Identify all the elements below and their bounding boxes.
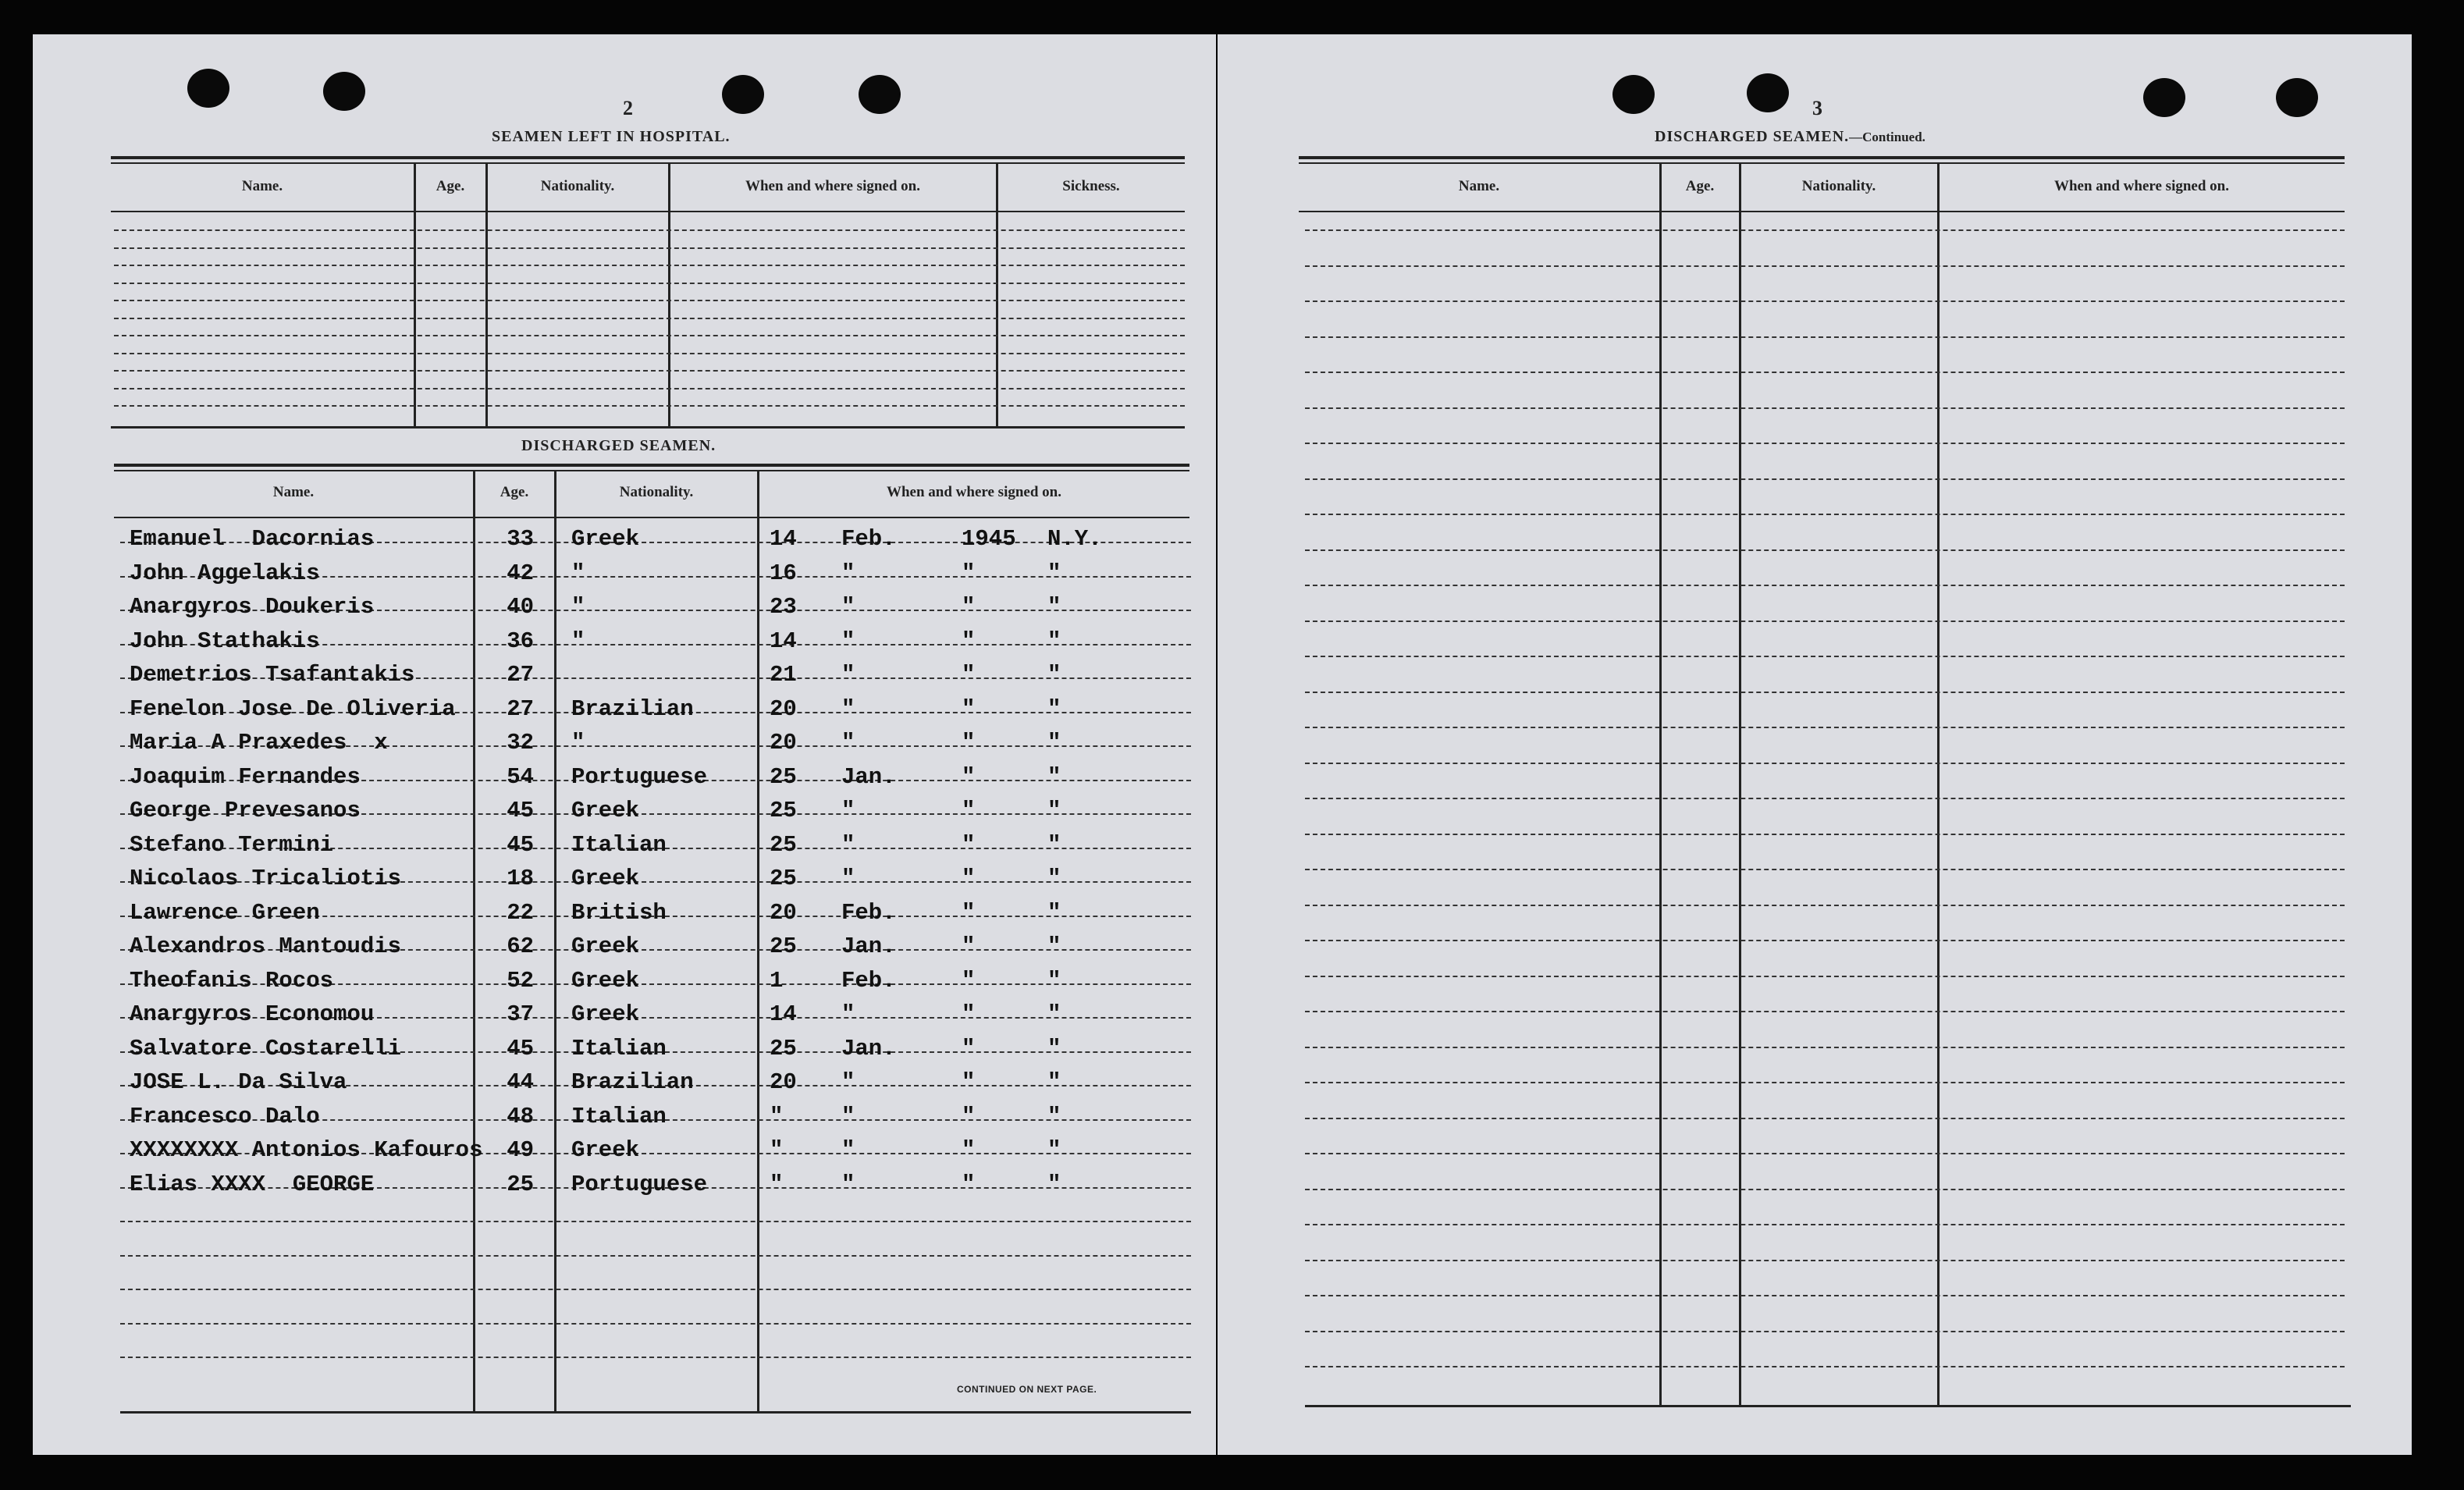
signed-on-month: " bbox=[841, 594, 855, 620]
row-line bbox=[1305, 692, 2345, 693]
signed-on-year: " bbox=[962, 1069, 976, 1095]
signed-on-place: N.Y. bbox=[1047, 526, 1102, 552]
hospital-col-name: Name. bbox=[241, 178, 283, 194]
signed-on-month: " bbox=[841, 695, 855, 722]
rule bbox=[1299, 211, 2345, 212]
rule bbox=[111, 426, 1185, 429]
signed-on-day: 21 bbox=[770, 662, 797, 688]
signed-on-place: " bbox=[1047, 1171, 1061, 1197]
signed-on-day: 20 bbox=[770, 730, 797, 756]
seaman-age: 42 bbox=[507, 560, 534, 586]
signed-on-year: " bbox=[962, 594, 976, 620]
seaman-name: John Stathakis bbox=[130, 628, 320, 654]
seaman-nationality: Greek bbox=[571, 933, 640, 959]
row-line bbox=[114, 318, 1185, 319]
hospital-section-title: SEAMEN LEFT IN HOSPITAL. bbox=[492, 128, 731, 145]
seaman-name: Francesco Dalo bbox=[130, 1103, 320, 1129]
row-line bbox=[120, 1221, 1191, 1222]
seaman-name: George Prevesanos bbox=[130, 798, 361, 823]
row-line bbox=[1305, 1011, 2345, 1012]
seaman-nationality: Greek bbox=[571, 526, 640, 552]
signed-on-place: " bbox=[1047, 730, 1061, 756]
signed-on-place: " bbox=[1047, 560, 1061, 586]
signed-on-place: " bbox=[1047, 763, 1061, 790]
signed-on-day: " bbox=[770, 1137, 784, 1163]
seaman-nationality: " bbox=[571, 560, 585, 586]
hospital-col-age: Age. bbox=[436, 178, 465, 194]
seaman-nationality: Greek bbox=[571, 967, 640, 994]
seaman-nationality: Italian bbox=[571, 1035, 667, 1061]
discharged-col-name: Name. bbox=[272, 484, 315, 500]
signed-on-place: " bbox=[1047, 662, 1061, 688]
signed-on-month: " bbox=[841, 798, 855, 823]
row-line bbox=[1305, 443, 2345, 444]
seaman-name: Maria A Praxedes x bbox=[130, 730, 388, 756]
row-line bbox=[1305, 656, 2345, 657]
signed-on-year: " bbox=[962, 695, 976, 722]
seaman-name: Fenelon Jose De Oliveria bbox=[130, 695, 456, 722]
column-divider bbox=[473, 471, 475, 1411]
seaman-nationality: Greek bbox=[571, 1137, 640, 1163]
row-line bbox=[1305, 549, 2345, 551]
row-line bbox=[1305, 834, 2345, 835]
title-continued: —Continued. bbox=[1849, 130, 1925, 144]
signed-on-month: " bbox=[841, 831, 855, 858]
seaman-nationality: Italian bbox=[571, 831, 667, 858]
signed-on-day: " bbox=[770, 1171, 784, 1197]
seaman-age: 27 bbox=[507, 662, 534, 688]
seaman-age: 33 bbox=[507, 526, 534, 552]
row-line bbox=[1305, 1082, 2345, 1083]
signed-on-place: " bbox=[1047, 866, 1061, 891]
signed-on-day: 25 bbox=[770, 763, 797, 790]
rule bbox=[120, 1411, 1191, 1414]
row-line bbox=[120, 1255, 1191, 1257]
seaman-age: 32 bbox=[507, 730, 534, 756]
signed-on-day: 25 bbox=[770, 1035, 797, 1061]
row-line bbox=[1305, 869, 2345, 870]
row-line bbox=[1305, 478, 2345, 480]
row-line bbox=[114, 229, 1185, 231]
rule bbox=[111, 162, 1185, 164]
signed-on-year: " bbox=[962, 899, 976, 926]
seaman-age: 18 bbox=[507, 866, 534, 891]
signed-on-year: " bbox=[962, 730, 976, 756]
seaman-age: 27 bbox=[507, 695, 534, 722]
signed-on-month: Jan. bbox=[841, 1035, 896, 1061]
row-line bbox=[114, 265, 1185, 266]
discharged-col-nationality: Nationality. bbox=[619, 484, 694, 500]
signed-on-day: 25 bbox=[770, 831, 797, 858]
signed-on-day: 25 bbox=[770, 933, 797, 959]
row-line bbox=[1305, 1366, 2345, 1367]
signed-on-year: " bbox=[962, 1103, 976, 1129]
seaman-nationality: Brazilian bbox=[571, 695, 694, 722]
row-line bbox=[1305, 229, 2345, 231]
signed-on-month: " bbox=[841, 1137, 855, 1163]
row-line bbox=[1305, 1224, 2345, 1225]
seaman-age: 45 bbox=[507, 1035, 534, 1061]
signed-on-month: Feb. bbox=[841, 899, 896, 926]
seaman-name: XXXXXXXX Antonios Kafouros bbox=[130, 1137, 483, 1163]
signed-on-day: 14 bbox=[770, 1001, 797, 1027]
discharged-col-signed-on: When and where signed on. bbox=[886, 484, 1061, 500]
signed-on-month: " bbox=[841, 628, 855, 654]
signed-on-month: " bbox=[841, 1001, 855, 1027]
row-line bbox=[114, 335, 1185, 336]
row-line bbox=[1305, 1047, 2345, 1048]
signed-on-year: " bbox=[962, 1035, 976, 1061]
row-line bbox=[1305, 1153, 2345, 1154]
right-col-age: Age. bbox=[1685, 178, 1715, 194]
signed-on-place: " bbox=[1047, 798, 1061, 823]
seaman-nationality: Portuguese bbox=[571, 763, 708, 790]
seaman-name: John Aggelakis bbox=[130, 560, 320, 586]
signed-on-place: " bbox=[1047, 1001, 1061, 1027]
signed-on-month: Jan. bbox=[841, 763, 896, 790]
column-divider bbox=[1937, 164, 1940, 1405]
seaman-age: 37 bbox=[507, 1001, 534, 1027]
signed-on-month: " bbox=[841, 1069, 855, 1095]
row-line bbox=[114, 300, 1185, 301]
seaman-age: 45 bbox=[507, 798, 534, 823]
seaman-name: Anargyros Economou bbox=[130, 1001, 375, 1027]
signed-on-place: " bbox=[1047, 594, 1061, 620]
signed-on-year: 1945 bbox=[962, 526, 1016, 552]
seaman-nationality: " bbox=[571, 628, 585, 654]
row-line bbox=[114, 370, 1185, 372]
row-line bbox=[114, 405, 1185, 407]
rule bbox=[111, 211, 1185, 212]
signed-on-month: Jan. bbox=[841, 933, 896, 959]
seaman-name: Anargyros Doukeris bbox=[130, 594, 375, 620]
signed-on-year: " bbox=[962, 662, 976, 688]
row-line bbox=[114, 247, 1185, 249]
seaman-age: 25 bbox=[507, 1171, 534, 1197]
page-number: 3 bbox=[1812, 97, 1822, 119]
seaman-name: JOSE L. Da Silva bbox=[130, 1069, 347, 1095]
signed-on-year: " bbox=[962, 967, 976, 994]
signed-on-place: " bbox=[1047, 967, 1061, 994]
rule bbox=[114, 470, 1189, 471]
seaman-name: Alexandros Mantoudis bbox=[130, 933, 402, 959]
signed-on-month: " bbox=[841, 662, 855, 688]
seaman-nationality: Portuguese bbox=[571, 1171, 708, 1197]
seaman-age: 36 bbox=[507, 628, 534, 654]
page-number: 2 bbox=[623, 97, 633, 119]
seaman-name: Lawrence Green bbox=[130, 899, 320, 926]
punch-hole-icon bbox=[323, 72, 365, 111]
seaman-nationality: Greek bbox=[571, 798, 640, 823]
signed-on-day: 1 bbox=[770, 967, 784, 994]
column-divider bbox=[757, 471, 759, 1411]
rule bbox=[111, 156, 1185, 159]
seaman-name: Theofanis Rocos bbox=[130, 967, 334, 994]
seaman-age: 54 bbox=[507, 763, 534, 790]
signed-on-month: " bbox=[841, 1103, 855, 1129]
signed-on-day: 14 bbox=[770, 526, 797, 552]
row-line bbox=[1305, 1331, 2345, 1332]
seaman-age: 45 bbox=[507, 831, 534, 858]
seaman-name: Elias XXXX GEORGE bbox=[130, 1171, 375, 1197]
seaman-nationality: British bbox=[571, 899, 667, 926]
signed-on-day: 25 bbox=[770, 866, 797, 891]
rule bbox=[1299, 162, 2345, 164]
row-line bbox=[1305, 336, 2345, 338]
signed-on-month: " bbox=[841, 866, 855, 891]
rule bbox=[1305, 1405, 2351, 1407]
row-line bbox=[114, 353, 1185, 354]
discharged-col-age: Age. bbox=[500, 484, 529, 500]
signed-on-month: " bbox=[841, 730, 855, 756]
signed-on-month: Feb. bbox=[841, 526, 896, 552]
signed-on-place: " bbox=[1047, 1137, 1061, 1163]
seaman-age: 49 bbox=[507, 1137, 534, 1163]
right-col-signed-on: When and where signed on. bbox=[2053, 178, 2229, 194]
signed-on-year: " bbox=[962, 798, 976, 823]
signed-on-place: " bbox=[1047, 933, 1061, 959]
row-line bbox=[1305, 976, 2345, 977]
signed-on-year: " bbox=[962, 1171, 976, 1197]
seaman-name: Joaquim Fernandes bbox=[130, 763, 361, 790]
row-line bbox=[120, 1357, 1191, 1358]
row-line bbox=[1305, 372, 2345, 373]
signed-on-year: " bbox=[962, 763, 976, 790]
seaman-age: 44 bbox=[507, 1069, 534, 1095]
signed-on-year: " bbox=[962, 1001, 976, 1027]
punch-hole-icon bbox=[1747, 73, 1789, 112]
seaman-nationality: Greek bbox=[571, 866, 640, 891]
column-divider bbox=[1659, 164, 1662, 1405]
right-col-nationality: Nationality. bbox=[1801, 178, 1876, 194]
signed-on-place: " bbox=[1047, 1103, 1061, 1129]
hospital-col-nationality: Nationality. bbox=[540, 178, 615, 194]
signed-on-year: " bbox=[962, 628, 976, 654]
rule bbox=[1299, 156, 2345, 159]
signed-on-year: " bbox=[962, 560, 976, 586]
row-line bbox=[1305, 1189, 2345, 1190]
seaman-nationality: Greek bbox=[571, 1001, 640, 1027]
signed-on-month: Feb. bbox=[841, 967, 896, 994]
seaman-name: Salvatore Costarelli bbox=[130, 1035, 402, 1061]
row-line bbox=[1305, 514, 2345, 515]
rule bbox=[114, 464, 1189, 467]
seaman-name: Emanuel Dacornias bbox=[130, 526, 375, 552]
punch-hole-icon bbox=[2143, 78, 2185, 117]
right-page bbox=[1218, 34, 2412, 1455]
seaman-age: 22 bbox=[507, 899, 534, 926]
seaman-nationality: " bbox=[571, 594, 585, 620]
row-line bbox=[114, 283, 1185, 284]
row-line bbox=[1305, 621, 2345, 622]
column-divider bbox=[554, 471, 556, 1411]
seaman-age: 48 bbox=[507, 1103, 534, 1129]
signed-on-year: " bbox=[962, 1137, 976, 1163]
right-col-name: Name. bbox=[1458, 178, 1500, 194]
signed-on-day: 14 bbox=[770, 628, 797, 654]
row-line bbox=[1305, 940, 2345, 941]
row-line bbox=[1305, 905, 2345, 906]
signed-on-day: 16 bbox=[770, 560, 797, 586]
punch-hole-icon bbox=[2276, 78, 2318, 117]
signed-on-year: " bbox=[962, 831, 976, 858]
row-line bbox=[1305, 585, 2345, 586]
row-line bbox=[1305, 798, 2345, 799]
signed-on-place: " bbox=[1047, 628, 1061, 654]
signed-on-year: " bbox=[962, 866, 976, 891]
punch-hole-icon bbox=[187, 69, 229, 108]
row-line bbox=[120, 1323, 1191, 1325]
continued-note: CONTINUED ON NEXT PAGE. bbox=[957, 1384, 1097, 1395]
left-page bbox=[33, 34, 1216, 1455]
seaman-age: 62 bbox=[507, 933, 534, 959]
signed-on-place: " bbox=[1047, 1069, 1061, 1095]
row-line bbox=[1305, 1260, 2345, 1261]
seaman-age: 52 bbox=[507, 967, 534, 994]
hospital-col-sickness: Sickness. bbox=[1062, 178, 1120, 194]
punch-hole-icon bbox=[1612, 75, 1655, 114]
signed-on-day: 20 bbox=[770, 695, 797, 722]
signed-on-day: 23 bbox=[770, 594, 797, 620]
rule bbox=[114, 517, 1189, 518]
row-line bbox=[1305, 407, 2345, 409]
seaman-name: Stefano Termini bbox=[130, 831, 334, 858]
signed-on-day: 20 bbox=[770, 1069, 797, 1095]
row-line bbox=[114, 388, 1185, 389]
seaman-nationality: Brazilian bbox=[571, 1069, 694, 1095]
signed-on-year: " bbox=[962, 933, 976, 959]
row-line bbox=[1305, 1295, 2345, 1296]
signed-on-place: " bbox=[1047, 1035, 1061, 1061]
punch-hole-icon bbox=[859, 75, 901, 114]
row-line bbox=[1305, 763, 2345, 764]
seaman-nationality: " bbox=[571, 730, 585, 756]
signed-on-place: " bbox=[1047, 899, 1061, 926]
signed-on-month: " bbox=[841, 560, 855, 586]
seaman-name: Demetrios Tsafantakis bbox=[130, 662, 415, 688]
row-line bbox=[1305, 265, 2345, 267]
column-divider bbox=[1739, 164, 1741, 1405]
row-line bbox=[120, 1289, 1191, 1290]
hospital-col-signed-on: When and where signed on. bbox=[745, 178, 920, 194]
seaman-nationality: Italian bbox=[571, 1103, 667, 1129]
seaman-name: Nicolaos Tricaliotis bbox=[130, 866, 402, 891]
row-line bbox=[1305, 300, 2345, 302]
row-line bbox=[1305, 1118, 2345, 1119]
discharged-section-title: DISCHARGED SEAMEN. bbox=[521, 437, 716, 454]
title-main: DISCHARGED SEAMEN. bbox=[1655, 128, 1850, 145]
discharged-continued-title bbox=[1655, 128, 1925, 146]
signed-on-month: " bbox=[841, 1171, 855, 1197]
row-line bbox=[1305, 727, 2345, 728]
signed-on-day: " bbox=[770, 1103, 784, 1129]
signed-on-day: 25 bbox=[770, 798, 797, 823]
signed-on-day: 20 bbox=[770, 899, 797, 926]
punch-hole-icon bbox=[722, 75, 764, 114]
seaman-age: 40 bbox=[507, 594, 534, 620]
signed-on-place: " bbox=[1047, 695, 1061, 722]
signed-on-place: " bbox=[1047, 831, 1061, 858]
